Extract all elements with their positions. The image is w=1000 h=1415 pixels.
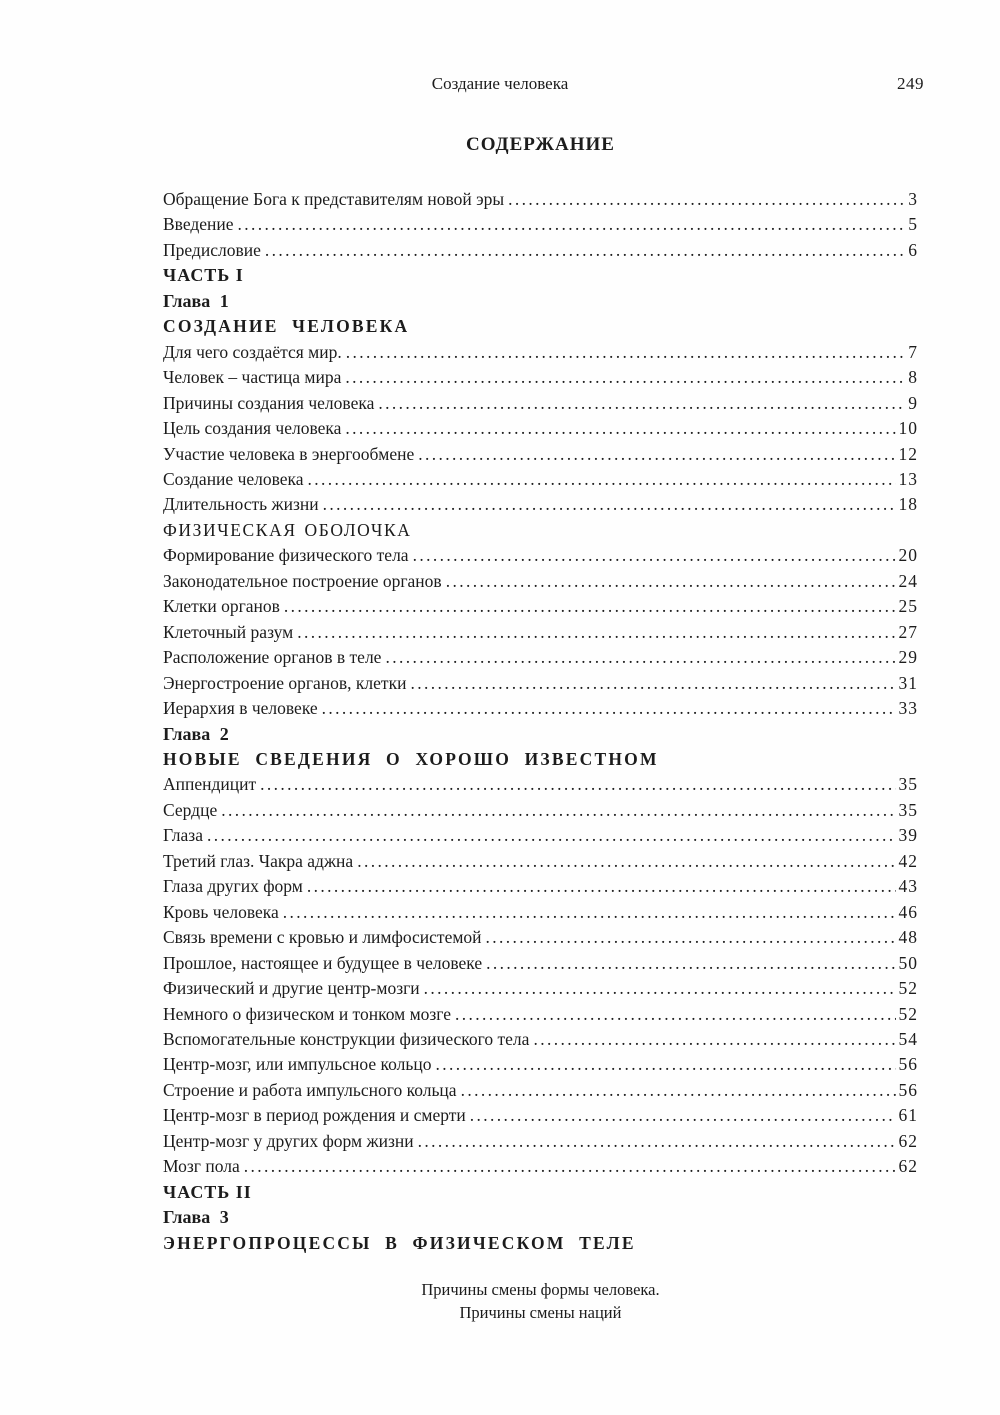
toc-entry [163,442,918,467]
footer [163,1278,918,1324]
toc-heading [163,263,918,288]
toc-entry [163,874,918,899]
toc-entry-label: Для чего создаётся мир. [163,341,342,362]
dot-leader [307,874,896,899]
toc-entry [163,696,918,721]
dot-leader [207,823,896,848]
dot-leader [345,365,905,390]
toc-entry [163,925,918,950]
toc-entry-label: Вспомогательные конструкции физического тела [163,1028,530,1049]
footer-line-2: Причины смены наций [459,1303,622,1323]
footer-line-1: Причины смены формы человека. [421,1280,660,1300]
toc-entry-label: СОЗДАНИЕ ЧЕЛОВЕКА [163,316,410,337]
dot-leader [322,696,896,721]
running-title: Создание человека [431,74,569,93]
toc-heading [163,314,918,339]
toc-entry [163,976,918,1001]
dot-leader [486,951,895,976]
dot-leader [418,442,895,467]
toc-heading [163,289,918,314]
page-number: 249 [897,74,924,93]
dot-leader [435,1052,895,1077]
toc-entry-page: 35 [898,799,918,820]
toc-entry-label: Прошлое, настоящее и будущее в человеке [163,952,483,973]
toc-entry-label: ЧАСТЬ I [163,265,244,286]
toc-entry [163,543,918,568]
toc-entry-label: Введение [163,214,234,235]
toc-entry-label: Глаза других форм [163,876,303,897]
dot-leader [461,1078,896,1103]
dot-leader [378,391,905,416]
toc-entry-page: 18 [898,494,918,515]
toc-entry [163,1027,918,1052]
toc-entry-page: 61 [898,1105,918,1126]
toc-heading [163,1180,918,1205]
toc-entry [163,1129,918,1154]
toc-entry [163,620,918,645]
toc-entry-page: 10 [898,418,918,439]
toc-entry-label: Глаза [163,825,203,846]
toc-heading [163,747,918,772]
toc-entry-page: 3 [908,189,918,209]
toc-entry [163,671,918,696]
toc-entry [163,1002,918,1027]
toc-entry-label: НОВЫЕ СВЕДЕНИЯ О ХОРОШО ИЗВЕСТНОМ [163,748,659,769]
toc-entry-label: Энергостроение органов, клетки [163,672,407,693]
toc-entry [163,823,918,848]
toc-entry [163,798,918,823]
toc-entry [163,416,918,441]
toc-entry-page: 7 [908,341,918,362]
dot-leader [533,1027,895,1052]
toc-entry [163,212,918,237]
toc-entry-label: Обращение Бога к представителям новой эры [163,189,505,209]
toc-entry-page: 9 [908,392,918,413]
toc-entry-page: 33 [898,698,918,719]
toc-heading [163,518,918,543]
toc-heading [163,1231,918,1256]
dot-leader [410,671,895,696]
dot-leader [265,238,905,263]
toc-entry-page: 25 [898,596,918,617]
toc-entry-label: Аппендицит [163,774,257,795]
dot-leader [446,569,896,594]
toc-entry [163,187,918,212]
toc-entry-label: Формирование физического тела [163,545,409,566]
toc-entry-label: Иерархия в человеке [163,698,318,719]
dot-leader [323,492,896,517]
toc-entry-label: ЭНЕРГОПРОЦЕССЫ В ФИЗИЧЕСКОМ ТЕЛЕ [163,1232,636,1253]
dot-leader [345,416,895,441]
toc-entry-label: Центр-мозг, или импульсное кольцо [163,1054,432,1075]
dot-leader [238,212,906,237]
toc-entry-page: 46 [898,901,918,922]
toc-entry-label: Клетки органов [163,596,280,617]
toc-entry [163,340,918,365]
toc-entry-label: Создание человека [163,468,304,489]
toc-entry-label: ФИЗИЧЕСКАЯ ОБОЛОЧКА [163,519,412,540]
dot-leader [385,645,895,670]
toc-entry-page: 6 [908,239,918,260]
toc-entry-label: Глава 2 [163,723,229,744]
toc-entry-label: Кровь человека [163,901,279,922]
dot-leader [297,620,895,645]
toc-entry-label: Причины создания человека [163,392,375,413]
toc-entry-page: 52 [898,1003,918,1024]
toc-entry-label: Цель создания человека [163,418,342,439]
toc-entry-page: 29 [898,647,918,668]
toc-entry-label: Мозг пола [163,1156,240,1177]
toc-entry-page: 20 [898,545,918,566]
toc-entry-label: Глава 3 [163,1207,229,1228]
toc-entry [163,569,918,594]
toc-entry [163,772,918,797]
toc-entry-label: Третий глаз. Чакра аджна [163,850,354,871]
dot-leader [284,594,896,619]
toc-entry-label: Центр-мозг в период рождения и смерти [163,1105,466,1126]
toc-entry-page: 62 [898,1130,918,1151]
toc-entry-page: 13 [898,468,918,489]
toc-entry [163,1154,918,1179]
toc-entry-page: 54 [898,1028,918,1049]
toc-entry [163,238,918,263]
toc-entry-label: Физический и другие центр-мозги [163,978,420,999]
toc-entry-page: 35 [898,774,918,795]
toc-entry-page: 5 [908,214,918,235]
dot-leader [486,925,896,950]
dot-leader [283,900,896,925]
dot-leader [413,543,896,568]
dot-leader [418,1129,896,1154]
dot-leader [508,187,905,212]
toc-entry-page: 50 [898,952,918,973]
toc-entry [163,1078,918,1103]
toc-entry-page: 39 [898,825,918,846]
running-head [0,74,1000,96]
toc-list [163,187,918,1256]
dot-leader [346,340,906,365]
toc-entry-page: 12 [898,443,918,464]
toc-entry-label: Центр-мозг у других форм жизни [163,1130,414,1151]
toc-entry [163,1052,918,1077]
dot-leader [308,467,896,492]
dot-leader [260,772,895,797]
dot-leader [470,1103,896,1128]
toc-entry [163,594,918,619]
toc-entry [163,391,918,416]
dot-leader [455,1002,895,1027]
dot-leader [244,1154,896,1179]
toc-entry [163,1103,918,1128]
toc-entry-page: 56 [898,1079,918,1100]
toc-entry-page: 62 [898,1156,918,1177]
toc-entry-page: 8 [908,367,918,388]
toc-entry-label: Строение и работа импульсного кольца [163,1079,457,1100]
toc-entry-label: Глава 1 [163,290,229,311]
toc-entry-label: ЧАСТЬ II [163,1181,252,1202]
toc-entry-label: Сердце [163,799,218,820]
toc-entry-label: Законодательное построение органов [163,570,442,591]
toc-entry-label: Человек – частица мира [163,367,342,388]
toc-entry [163,467,918,492]
dot-leader [424,976,896,1001]
toc-title: СОДЕРЖАНИЕ [466,134,615,155]
toc-entry [163,900,918,925]
toc-entry-label: Немного о физическом и тонком мозге [163,1003,452,1024]
toc-entry [163,951,918,976]
toc-entry-page: 24 [898,570,918,591]
toc-entry-page: 27 [898,621,918,642]
toc-entry-label: Длительность жизни [163,494,319,515]
toc-heading [163,722,918,747]
toc-entry [163,645,918,670]
toc-entry-label: Предисловие [163,239,261,260]
toc-entry-label: Связь времени с кровью и лимфосистемой [163,927,482,948]
toc-entry [163,492,918,517]
dot-leader [221,798,895,823]
toc-heading [163,1205,918,1230]
toc-entry-page: 42 [898,850,918,871]
toc-entry [163,365,918,390]
toc-entry-label: Клеточный разум [163,621,294,642]
dot-leader [357,849,895,874]
toc-entry-page: 43 [898,876,918,897]
toc-entry-page: 31 [898,672,918,693]
toc-entry-label: Участие человека в энергообмене [163,443,415,464]
toc-entry-page: 52 [898,978,918,999]
toc-entry-page: 56 [898,1054,918,1075]
toc-entry-label: Расположение органов в теле [163,647,382,668]
toc-entry [163,849,918,874]
toc-entry-page: 48 [898,927,918,948]
